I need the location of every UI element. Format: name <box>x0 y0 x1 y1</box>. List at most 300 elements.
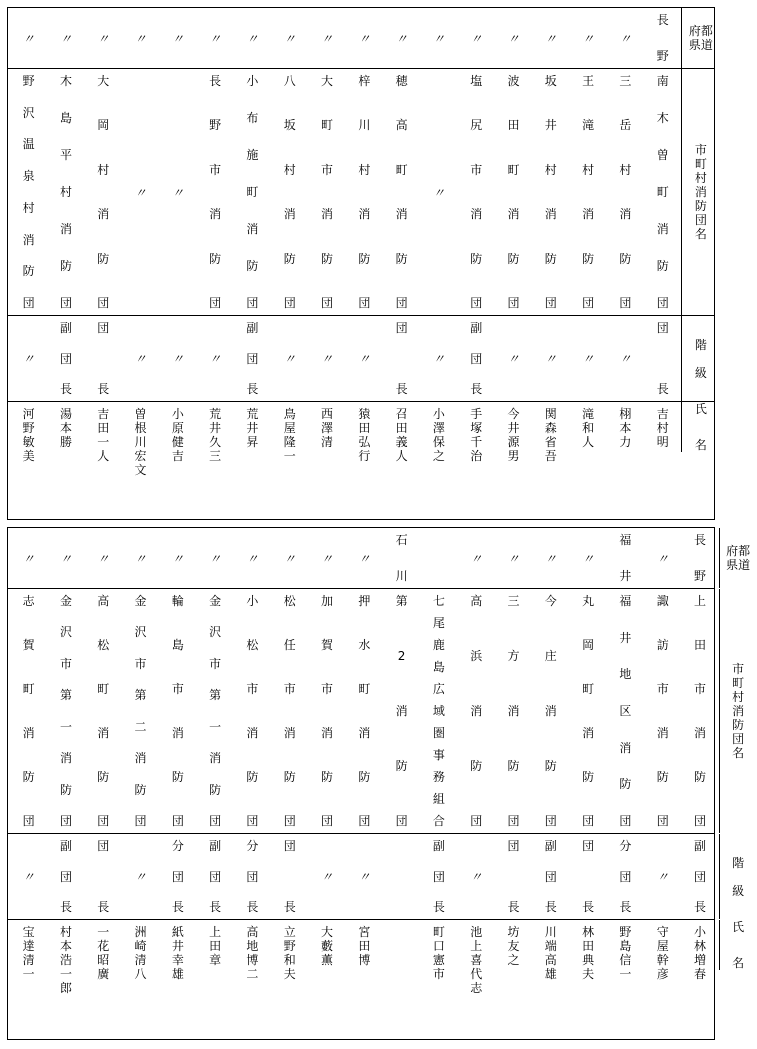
unit-cell <box>85 589 122 833</box>
char: 岳 <box>619 118 632 133</box>
rank-text <box>420 834 457 919</box>
unit-text <box>607 589 644 833</box>
char: 本 <box>59 939 72 953</box>
ditto-mark: 〃 <box>544 551 557 566</box>
prefecture-header <box>719 528 757 588</box>
char: 井 <box>544 118 557 133</box>
name-cell <box>10 402 47 463</box>
char: 副 <box>544 839 557 853</box>
unit-text <box>196 69 233 315</box>
prefecture-cells <box>8 8 681 68</box>
char: 鹿 <box>432 638 445 652</box>
char: 防 <box>619 777 632 792</box>
ditto-mark: 〃 <box>582 551 595 566</box>
name-text <box>644 402 681 452</box>
char: 野 <box>209 118 222 133</box>
char: 荒 <box>209 407 222 421</box>
rank-cell <box>532 834 569 919</box>
unit-cell <box>420 589 457 833</box>
name-cell <box>383 402 420 463</box>
char: 団 <box>358 295 371 310</box>
name-cell <box>159 920 196 981</box>
rank-text <box>644 834 681 919</box>
ditto-mark: 〃 <box>22 551 35 566</box>
char: 市 <box>321 162 334 177</box>
char: 消 <box>693 726 706 740</box>
char: 訪 <box>656 638 669 652</box>
char: 喜 <box>470 953 483 967</box>
char: 消 <box>321 726 334 740</box>
rank-text <box>47 834 84 919</box>
header-char: 団 <box>694 213 707 227</box>
char: 団 <box>59 296 72 310</box>
unit-text <box>420 589 457 833</box>
ditto-mark: 〃 <box>619 31 632 46</box>
char: 和 <box>283 953 296 967</box>
char: 団 <box>358 814 371 828</box>
header-char: 町 <box>694 157 707 171</box>
char: 林 <box>693 939 706 953</box>
name-cell <box>308 402 345 452</box>
header-char: 消 <box>732 704 745 718</box>
name-cell <box>495 920 532 970</box>
table-section-1 <box>7 7 715 520</box>
rank-cell <box>271 834 308 919</box>
char: 一 <box>22 967 35 981</box>
char: 雄 <box>544 967 557 981</box>
char: 波 <box>507 74 520 88</box>
char: 浩 <box>59 953 72 967</box>
char: 人 <box>582 435 595 449</box>
char: 屋 <box>283 421 296 435</box>
char: 消 <box>544 207 557 222</box>
header-char: 市 <box>732 662 745 676</box>
name-cell <box>346 402 383 463</box>
name-text <box>532 402 569 463</box>
char: 小 <box>171 407 184 421</box>
rank-text <box>346 834 383 919</box>
rank-cell <box>346 834 383 919</box>
char: 田 <box>582 939 595 953</box>
name-text <box>85 920 122 981</box>
rank-cell <box>681 834 718 919</box>
name-text <box>159 402 196 463</box>
name-text <box>10 402 47 463</box>
rank-text <box>271 834 308 919</box>
char: 梓 <box>358 74 371 88</box>
unit-cell <box>383 69 420 315</box>
char: 第 <box>209 688 222 703</box>
char: 一 <box>59 967 72 981</box>
name-text <box>681 920 718 981</box>
pref-text <box>607 528 644 588</box>
ditto-mark: 〃 <box>283 352 296 366</box>
name-text <box>458 402 495 463</box>
char: 千 <box>470 435 483 449</box>
ditto-mark: 〃 <box>507 551 520 566</box>
ditto-mark: 〃 <box>134 352 147 366</box>
ditto-mark: 〃 <box>321 31 334 46</box>
unit-cell <box>196 69 233 315</box>
name-cell <box>458 402 495 463</box>
char: 坊 <box>507 925 520 939</box>
ditto-mark: 〃 <box>358 870 371 884</box>
name-cell <box>346 920 383 970</box>
char: 副 <box>693 839 706 853</box>
unit-text <box>234 69 271 315</box>
pref-text <box>85 528 122 588</box>
ditto-mark: 〃 <box>134 31 147 46</box>
unit-text <box>10 589 47 833</box>
char: 宝 <box>22 925 35 939</box>
char: 団 <box>283 839 296 853</box>
unit-text <box>308 589 345 833</box>
char: 一 <box>619 967 632 981</box>
char: 人 <box>395 449 408 463</box>
unit-cell <box>346 69 383 315</box>
name-cell <box>607 920 644 981</box>
pref-cell <box>383 8 420 68</box>
char: 区 <box>619 703 632 718</box>
char: 美 <box>22 449 35 463</box>
char: 消 <box>470 207 483 222</box>
header-char: 階 <box>732 855 745 870</box>
char: 団 <box>656 296 669 310</box>
char: 市 <box>209 162 222 177</box>
char: 三 <box>619 74 632 88</box>
char: 長 <box>693 533 706 547</box>
char: 八 <box>283 74 296 88</box>
name-text <box>122 402 159 477</box>
char: 野 <box>283 939 296 953</box>
char: 長 <box>656 382 669 396</box>
char: 賀 <box>321 638 334 652</box>
char: 防 <box>209 782 222 797</box>
rank-text <box>644 316 681 401</box>
char: 沢 <box>134 625 147 640</box>
name-cell <box>196 402 233 463</box>
char: 吾 <box>544 449 557 463</box>
char: 圏 <box>432 726 445 740</box>
char: 田 <box>209 939 222 953</box>
char: 川 <box>358 118 371 133</box>
char: 長 <box>246 900 259 914</box>
char: 長 <box>432 900 445 914</box>
char: 任 <box>283 638 296 652</box>
char: 曽 <box>134 407 147 421</box>
name-text <box>644 920 681 981</box>
name-cell <box>607 402 644 452</box>
char: 之 <box>432 449 445 463</box>
char: 根 <box>134 421 147 435</box>
header-char: 級 <box>694 365 707 380</box>
char: 隆 <box>283 435 296 449</box>
char: 防 <box>395 251 408 266</box>
rank-text <box>569 316 606 401</box>
name-text <box>607 402 644 452</box>
unit-row <box>8 69 714 316</box>
rank-cell <box>383 834 420 919</box>
char: 尾 <box>432 616 445 630</box>
char: 明 <box>656 435 669 449</box>
char: 今 <box>507 407 520 421</box>
pref-text <box>122 8 159 68</box>
rank-cell <box>569 316 606 401</box>
ditto-mark: 〃 <box>283 551 296 566</box>
name-cell <box>458 920 495 995</box>
char: 団 <box>97 321 110 335</box>
char: 団 <box>619 813 632 828</box>
header-char: 市 <box>694 143 707 157</box>
char: 団 <box>507 814 520 828</box>
char: 市 <box>134 656 147 671</box>
unit-text <box>383 69 420 315</box>
char: 川 <box>134 435 147 449</box>
char: 団 <box>283 814 296 828</box>
ditto-mark: 〃 <box>283 31 296 46</box>
unit-cell <box>122 589 159 833</box>
char: 金 <box>209 594 222 608</box>
char: 団 <box>171 814 184 828</box>
char: 副 <box>209 839 222 853</box>
rank-cell <box>85 834 122 919</box>
char: 防 <box>358 770 371 784</box>
char: 立 <box>283 925 296 939</box>
char: 第 <box>59 688 72 703</box>
pref-text <box>234 8 271 68</box>
pref-cell <box>308 8 345 68</box>
pref-cell <box>234 528 271 588</box>
char: 和 <box>582 421 595 435</box>
rank-text <box>234 834 271 919</box>
char: 防 <box>283 770 296 784</box>
name-text <box>159 920 196 981</box>
char: 男 <box>507 449 520 463</box>
char: 松 <box>97 638 110 652</box>
unit-text <box>681 589 718 833</box>
char: 市 <box>693 682 706 696</box>
pref-cell <box>47 528 84 588</box>
char: 団 <box>693 814 706 828</box>
char: 消 <box>656 726 669 740</box>
header-char: 級 <box>732 883 745 898</box>
unit-cell <box>234 589 271 833</box>
char: 長 <box>59 382 72 396</box>
rank-cell <box>607 316 644 401</box>
char: 防 <box>470 759 483 773</box>
unit-text <box>271 589 308 833</box>
char: 務 <box>432 770 445 784</box>
char: 長 <box>209 900 222 914</box>
char: 団 <box>246 814 259 828</box>
char: 防 <box>97 251 110 266</box>
char: 第 <box>395 594 408 608</box>
char: 野 <box>693 569 706 583</box>
rank-text <box>47 316 84 401</box>
pref-cell <box>420 8 457 68</box>
name-cell <box>495 402 532 463</box>
char: 消 <box>209 751 222 766</box>
char: 防 <box>358 251 371 266</box>
char: 市 <box>283 682 296 696</box>
ditto-mark: 〃 <box>246 31 259 46</box>
char: 団 <box>432 869 445 884</box>
char: 町 <box>22 682 35 696</box>
char: 団 <box>656 814 669 828</box>
header-char: 防 <box>694 199 707 213</box>
char: 志 <box>22 594 35 608</box>
char: 文 <box>134 463 147 477</box>
char: 団 <box>97 295 110 310</box>
char: 長 <box>619 900 632 914</box>
pref-cell <box>644 528 681 588</box>
header-char: 府都 <box>726 544 751 558</box>
rank-cell <box>420 316 457 401</box>
char: 荒 <box>246 407 259 421</box>
char: 副 <box>246 321 259 335</box>
char: 昭 <box>97 953 110 967</box>
char: 団 <box>544 295 557 310</box>
ditto-mark: 〃 <box>470 31 483 46</box>
char: 村 <box>619 162 632 177</box>
pref-cell <box>346 8 383 68</box>
rank-row <box>8 834 745 920</box>
name-header <box>719 920 757 970</box>
header-char: 団 <box>732 732 745 746</box>
char: 義 <box>395 435 408 449</box>
char: 岡 <box>97 118 110 133</box>
name-cell <box>420 402 457 463</box>
unit-cell <box>420 69 457 315</box>
prefecture-cells <box>8 528 719 588</box>
char: 消 <box>134 751 147 766</box>
pref-text <box>47 8 84 68</box>
name-text <box>607 920 644 981</box>
rank-cell <box>607 834 644 919</box>
unit-cell <box>495 69 532 315</box>
unit-cell <box>346 589 383 833</box>
rank-text <box>85 316 122 401</box>
header-char: 県道 <box>688 38 713 52</box>
char: 三 <box>507 594 520 608</box>
unit-text <box>85 589 122 833</box>
name-text <box>122 920 159 981</box>
char: 消 <box>507 207 520 222</box>
pref-text <box>420 8 457 68</box>
char: 猿 <box>358 407 371 421</box>
pref-text <box>122 528 159 588</box>
ditto-mark: 〃 <box>358 551 371 566</box>
char: 島 <box>432 660 445 674</box>
char: 長 <box>507 900 520 914</box>
rank-cell <box>159 834 196 919</box>
header-char: 村 <box>732 690 745 704</box>
char: 団 <box>656 321 669 335</box>
rank-cell <box>196 316 233 401</box>
char: 町 <box>395 162 408 177</box>
char: 岡 <box>582 638 595 652</box>
pref-cell <box>10 8 47 68</box>
unit-text <box>458 589 495 833</box>
header-char: 名 <box>732 746 745 760</box>
char: 塩 <box>470 74 483 88</box>
char: 大 <box>321 74 334 88</box>
char: 野 <box>22 74 35 88</box>
unit-text <box>420 69 457 315</box>
char: 小 <box>246 74 259 88</box>
char: 達 <box>22 939 35 953</box>
rank-cells <box>8 834 719 919</box>
pref-text <box>644 528 681 588</box>
unit-cell <box>532 69 569 315</box>
char: 防 <box>582 770 595 784</box>
rank-cell <box>495 316 532 401</box>
pref-text <box>420 528 457 588</box>
char: 大 <box>321 925 334 939</box>
char: 防 <box>171 770 184 784</box>
unit-cell <box>607 589 644 833</box>
ditto-mark: 〃 <box>507 31 520 46</box>
pref-text <box>10 528 47 588</box>
char: 消 <box>97 726 110 740</box>
ditto-mark: 〃 <box>22 352 35 366</box>
name-text <box>495 402 532 463</box>
char: 水 <box>358 638 371 652</box>
ditto-mark: 〃 <box>134 870 147 884</box>
pref-text <box>47 528 84 588</box>
pref-cell <box>532 8 569 68</box>
char: 保 <box>432 435 445 449</box>
char: 廣 <box>97 967 110 981</box>
char: 団 <box>470 814 483 828</box>
unit-text <box>47 589 84 833</box>
char: 消 <box>59 222 72 236</box>
char: 滝 <box>582 118 595 133</box>
char: 行 <box>358 449 371 463</box>
ditto-mark: 〃 <box>59 551 72 566</box>
char: 敏 <box>22 435 35 449</box>
rank-cell <box>308 834 345 919</box>
char: 守 <box>656 925 669 939</box>
name-text <box>458 920 495 995</box>
char: 防 <box>470 251 483 266</box>
char: 団 <box>507 295 520 310</box>
char: 大 <box>97 74 110 88</box>
char: 田 <box>693 638 706 652</box>
char: 消 <box>283 726 296 740</box>
char: 一 <box>209 719 222 734</box>
rank-text <box>271 316 308 401</box>
unit-cells <box>8 69 681 315</box>
char: 端 <box>544 939 557 953</box>
char: 長 <box>395 382 408 396</box>
char: 小 <box>693 925 706 939</box>
char: 沢 <box>22 105 35 120</box>
char: 団 <box>582 295 595 310</box>
char: 松 <box>283 594 296 608</box>
char: 長 <box>97 382 110 396</box>
unit-cell <box>569 589 606 833</box>
ditto-mark: 〃 <box>209 352 222 366</box>
rank-text <box>532 834 569 919</box>
char: 町 <box>656 185 669 199</box>
char: 消 <box>395 704 408 718</box>
rank-cell <box>458 316 495 401</box>
rank-cell <box>234 834 271 919</box>
name-cell <box>644 920 681 981</box>
char: 浜 <box>470 649 483 663</box>
char: 防 <box>582 251 595 266</box>
